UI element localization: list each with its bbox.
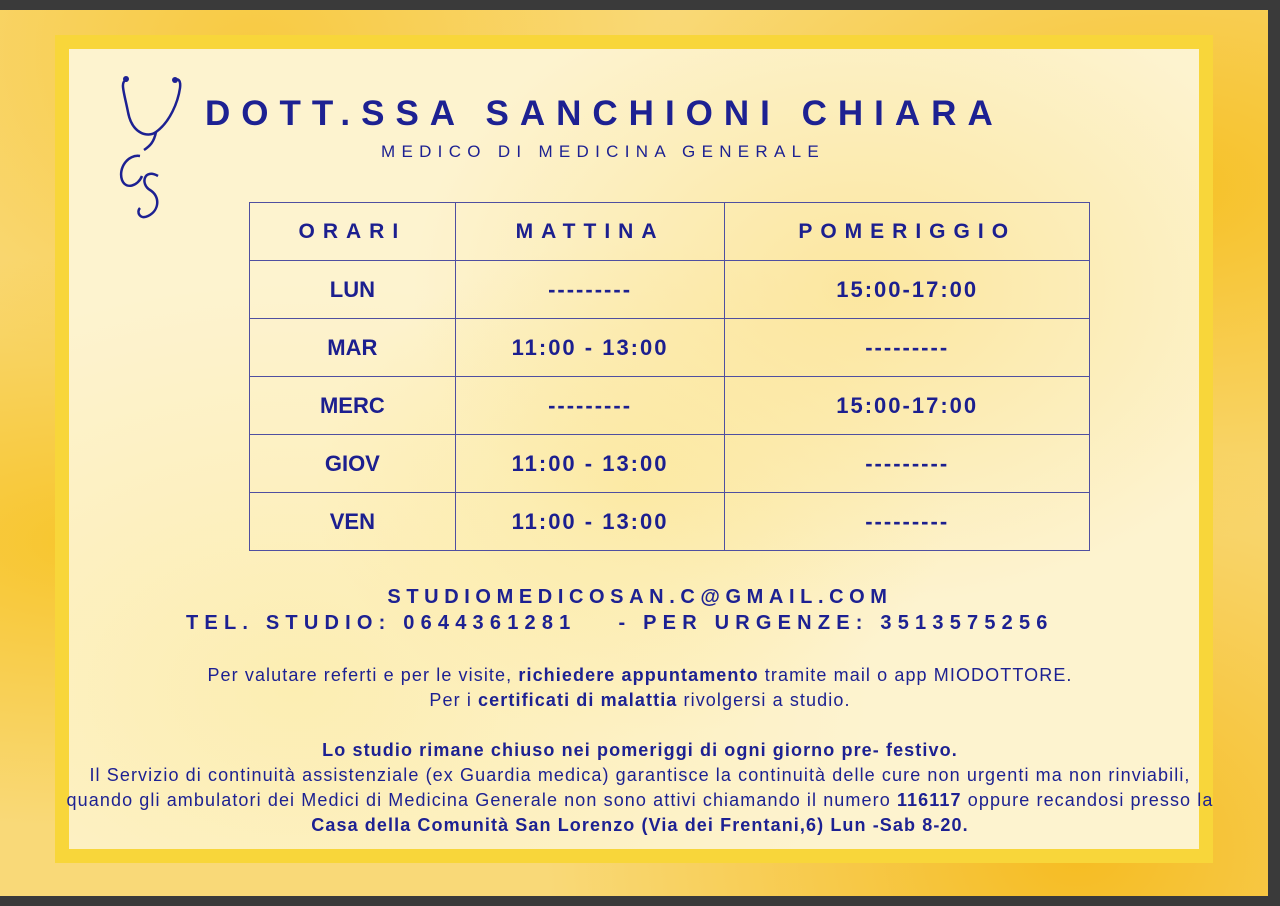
doctor-name-title: DOTT.SSA SANCHIONI CHIARA	[205, 94, 1004, 133]
day-cell: MAR	[250, 319, 456, 377]
header-hours: ORARI	[250, 203, 456, 261]
table-row	[250, 319, 1090, 377]
header-afternoon: POMERIGGIO	[725, 203, 1090, 261]
table-row	[250, 493, 1090, 551]
morning-cell: 11:00 - 13:00	[455, 319, 725, 377]
certificate-emphasis: certificati di malattia	[478, 690, 678, 710]
table-header-row	[250, 203, 1090, 261]
table-row	[250, 377, 1090, 435]
continuity-text: Il Servizio di continuità assistenziale (ex Guardia medica) garantisce la continuità delle cure non urgenti ma non rinviabili, quando gli ambulatori dei Medici di Medicina Generale non sono attivi chiamando il numero	[66, 765, 1191, 810]
morning-cell: 11:00 - 13:00	[455, 435, 725, 493]
continuity-text-mid: oppure recandosi presso la	[961, 790, 1214, 810]
morning-cell: 11:00 - 13:00	[455, 493, 725, 551]
certificate-text: Per i	[429, 690, 479, 710]
studio-phone: TEL. STUDIO: 0644361281	[186, 612, 577, 634]
day-cell: VEN	[250, 493, 456, 551]
afternoon-cell: ---------	[725, 319, 1090, 377]
morning-cell: ---------	[455, 377, 725, 435]
certificate-text-end: rivolgersi a studio.	[677, 690, 851, 710]
day-cell: LUN	[250, 261, 456, 319]
urgent-phone: - PER URGENZE: 3513575256	[618, 612, 1054, 634]
appointment-text-end: tramite mail o app MIODOTTORE.	[758, 665, 1073, 685]
continuity-number: 116117	[896, 790, 962, 810]
email-address: STUDIOMEDICOSAN.C@GMAIL.COM	[387, 586, 893, 608]
afternoon-cell: ---------	[725, 435, 1090, 493]
doctor-role-subtitle: MEDICO DI MEDICINA GENERALE	[381, 142, 826, 161]
morning-cell: ---------	[455, 261, 725, 319]
day-cell: MERC	[250, 377, 456, 435]
stethoscope-monogram-icon	[114, 72, 194, 222]
continuity-place: Casa della Comunità San Lorenzo (Via dei Frentani,6) Lun -Sab 8-20.	[311, 815, 969, 835]
appointment-info	[60, 663, 1220, 713]
appointment-emphasis: richiedere appuntamento	[518, 665, 759, 685]
day-cell: GIOV	[250, 435, 456, 493]
closed-notice: Lo studio rimane chiuso nei pomeriggi di ogni giorno pre- festivo.	[322, 740, 958, 760]
afternoon-cell: ---------	[725, 493, 1090, 551]
office-hours-table	[249, 202, 1090, 551]
table-row	[250, 435, 1090, 493]
header-morning: MATTINA	[455, 203, 725, 261]
appointment-text: Per valutare referti e per le visite,	[207, 665, 519, 685]
afternoon-cell: 15:00-17:00	[725, 261, 1090, 319]
table-row	[250, 261, 1090, 319]
phone-line	[186, 612, 1054, 635]
afternoon-cell: 15:00-17:00	[725, 377, 1090, 435]
continuity-info	[60, 738, 1220, 838]
